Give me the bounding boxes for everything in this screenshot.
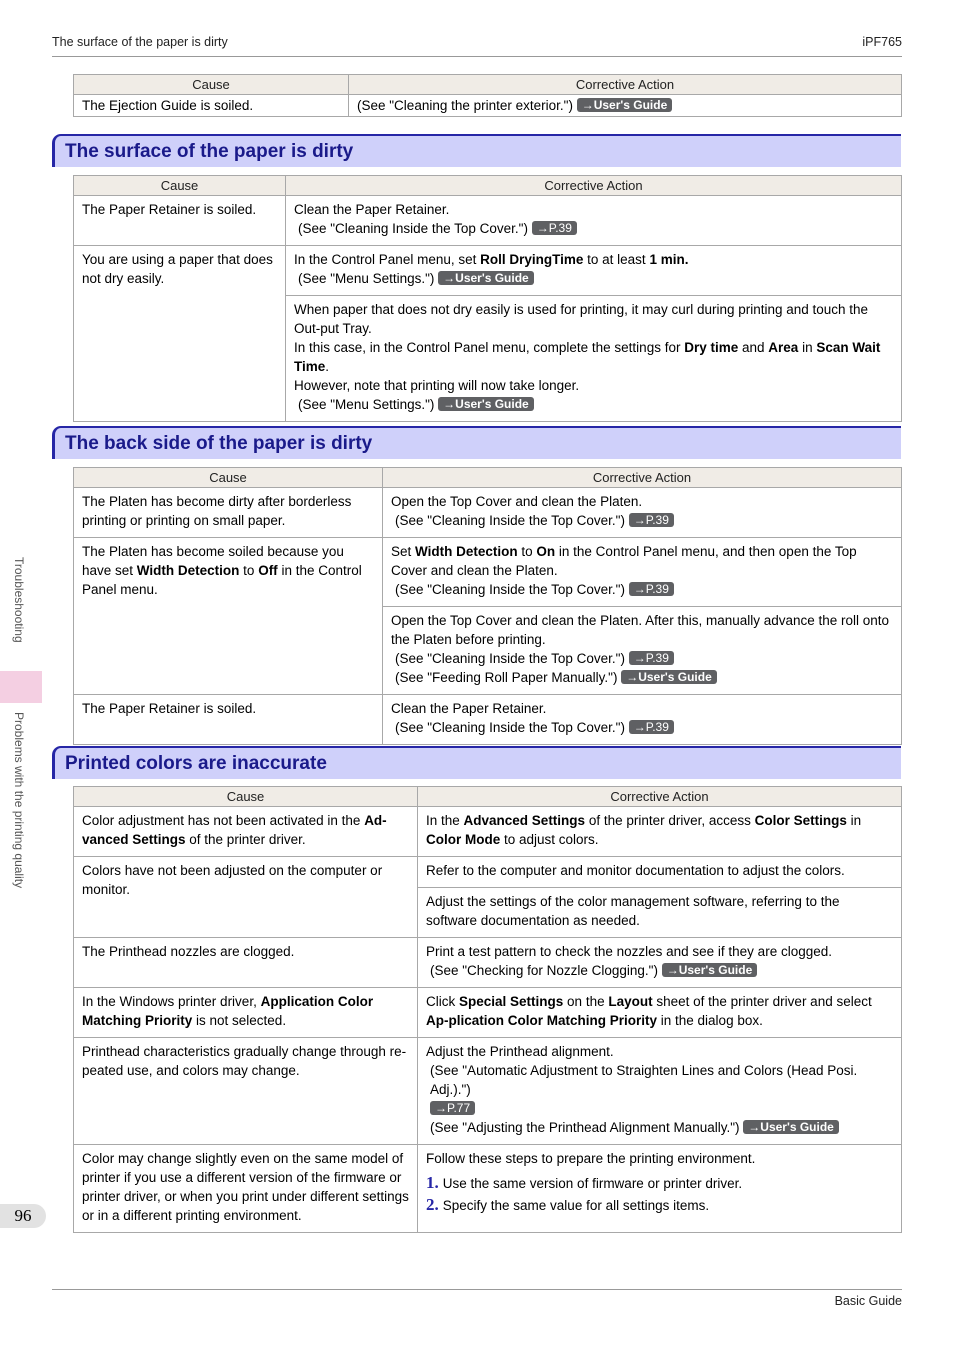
action-cell: Open the Top Cover and clean the Platen. (See "Cleaning Inside the Top Cover.") →P.39 bbox=[383, 488, 902, 538]
cause-cell: Color adjustment has not been activated in the Ad-vanced Settings of the printer driver. bbox=[74, 807, 418, 857]
users-guide-link[interactable]: →User's Guide bbox=[438, 271, 534, 285]
cause-cell: Colors have not been adjusted on the computer or monitor. bbox=[74, 857, 418, 938]
table-row bbox=[74, 857, 902, 888]
page-77-link[interactable]: →P.77 bbox=[430, 1101, 475, 1115]
users-guide-link[interactable]: →User's Guide bbox=[743, 1120, 839, 1134]
users-guide-link[interactable]: →User's Guide bbox=[577, 98, 673, 112]
page-39-link[interactable]: →P.39 bbox=[629, 651, 674, 665]
table-row bbox=[74, 1145, 902, 1233]
users-guide-link[interactable]: →User's Guide bbox=[621, 670, 717, 684]
action-cell: Click Special Settings on the Layout sheet of the printer driver and select Ap-plication Color Matching Priority in the dialog box. bbox=[418, 988, 902, 1038]
action-cell: (See "Cleaning the printer exterior.") →User's Guide bbox=[349, 95, 902, 117]
surface-dirty-table bbox=[73, 175, 902, 422]
side-tab-marker bbox=[0, 671, 42, 703]
footer-divider bbox=[52, 1289, 902, 1290]
cause-cell: The Paper Retainer is soiled. bbox=[74, 695, 383, 745]
side-section-label: Problems with the printing quality bbox=[12, 712, 26, 889]
cause-header: Cause bbox=[74, 787, 418, 807]
users-guide-link[interactable]: →User's Guide bbox=[662, 963, 758, 977]
users-guide-link[interactable]: →User's Guide bbox=[438, 397, 534, 411]
section-title: The back side of the paper is dirty bbox=[65, 433, 373, 454]
cause-cell: The Platen has become soiled because you have set Width Detection to Off in the Control Panel menu. bbox=[74, 538, 383, 695]
section-title: Printed colors are inaccurate bbox=[65, 753, 327, 774]
cause-header: Cause bbox=[74, 176, 286, 196]
action-header: Corrective Action bbox=[418, 787, 902, 807]
section-heading bbox=[52, 426, 901, 459]
action-cell: In the Control Panel menu, set Roll DryingTime to at least 1 min. (See "Menu Settings.") →User's Guide bbox=[286, 246, 902, 296]
page-number: 96 bbox=[0, 1204, 46, 1228]
table-row bbox=[74, 95, 902, 117]
section-heading bbox=[52, 746, 901, 779]
cause-header: Cause bbox=[74, 468, 383, 488]
action-cell: Adjust the settings of the color management software, referring to the software documentation as needed. bbox=[418, 888, 902, 938]
header-divider bbox=[52, 56, 902, 57]
side-chapter-label: Troubleshooting bbox=[12, 557, 26, 643]
step-item: 1. Use the same version of firmware or printer driver. bbox=[426, 1173, 743, 1192]
table-row bbox=[74, 538, 902, 607]
cause-cell: The Paper Retainer is soiled. bbox=[74, 196, 286, 246]
page-39-link[interactable]: →P.39 bbox=[629, 582, 674, 596]
action-header: Corrective Action bbox=[286, 176, 902, 196]
action-cell: Refer to the computer and monitor documentation to adjust the colors. bbox=[418, 857, 902, 888]
footer-guide-name: Basic Guide bbox=[834, 1294, 902, 1308]
table-row bbox=[74, 695, 902, 745]
page-39-link[interactable]: →P.39 bbox=[629, 513, 674, 527]
action-cell: Clean the Paper Retainer. (See "Cleaning Inside the Top Cover.") →P.39 bbox=[286, 196, 902, 246]
action-cell: Follow these steps to prepare the printing environment. 1. Use the same version of firmware or printer driver. 2. Specify the same value for all settings items. bbox=[418, 1145, 902, 1233]
action-cell: Print a test pattern to check the nozzles and see if they are clogged. (See "Checking for Nozzle Clogging.") →User's Guide bbox=[418, 938, 902, 988]
action-cell: In the Advanced Settings of the printer driver, access Color Settings in Color Mode to adjust colors. bbox=[418, 807, 902, 857]
cause-header: Cause bbox=[74, 75, 349, 95]
action-header: Corrective Action bbox=[383, 468, 902, 488]
table-row bbox=[74, 488, 902, 538]
table-row bbox=[74, 938, 902, 988]
table-row bbox=[74, 807, 902, 857]
table-row bbox=[74, 196, 902, 246]
page-39-link[interactable]: →P.39 bbox=[629, 720, 674, 734]
table-row bbox=[74, 988, 902, 1038]
cause-cell: You are using a paper that does not dry easily. bbox=[74, 246, 286, 422]
page-39-link[interactable]: →P.39 bbox=[532, 221, 577, 235]
action-cell: When paper that does not dry easily is used for printing, it may curl during printing and touch the Out-put Tray. In this case, in the Control Panel menu, complete the settings for Dry time and Area in Scan Wait Time. However, note that printing will now take longer. (See "Menu Settings.") →User's Guide bbox=[286, 296, 902, 422]
action-cell: Set Width Detection to On in the Control Panel menu, and then open the Top Cover and clean the Platen. (See "Cleaning Inside the Top Cover.") →P.39 bbox=[383, 538, 902, 607]
action-cell: Adjust the Printhead alignment. (See "Automatic Adjustment to Straighten Lines and Colors (Head Posi. Adj.).") →P.77 (See "Adjusting the Printhead Alignment Manually.") →User's Guide bbox=[418, 1038, 902, 1145]
section-title: The surface of the paper is dirty bbox=[65, 141, 354, 162]
action-cell: Clean the Paper Retainer. (See "Cleaning Inside the Top Cover.") →P.39 bbox=[383, 695, 902, 745]
running-header-model: iPF765 bbox=[862, 35, 902, 49]
action-cell: Open the Top Cover and clean the Platen. After this, manually advance the roll onto the Platen before printing. (See "Cleaning Inside the Top Cover.") →P.39 (See "Feeding Roll Paper Manually.") →User's Guide bbox=[383, 607, 902, 695]
cause-cell: Printhead characteristics gradually change through re-peated use, and colors may change. bbox=[74, 1038, 418, 1145]
ejection-guide-table bbox=[73, 74, 902, 117]
back-side-dirty-table bbox=[73, 467, 902, 745]
cause-cell: The Platen has become dirty after borderless printing or printing on small paper. bbox=[74, 488, 383, 538]
running-header-title: The surface of the paper is dirty bbox=[52, 35, 228, 49]
action-header: Corrective Action bbox=[349, 75, 902, 95]
cause-cell: Color may change slightly even on the same model of printer if you use a different version of the firmware or printer driver, or when you print under different settings or in a different printing environment. bbox=[74, 1145, 418, 1233]
section-heading bbox=[52, 134, 901, 167]
table-row bbox=[74, 1038, 902, 1145]
cause-cell: The Ejection Guide is soiled. bbox=[74, 95, 349, 117]
step-item: 2. Specify the same value for all settings items. bbox=[426, 1195, 710, 1214]
table-row bbox=[74, 246, 902, 296]
colors-inaccurate-table bbox=[73, 786, 902, 1233]
cause-cell: The Printhead nozzles are clogged. bbox=[74, 938, 418, 988]
cause-cell: In the Windows printer driver, Application Color Matching Priority is not selected. bbox=[74, 988, 418, 1038]
